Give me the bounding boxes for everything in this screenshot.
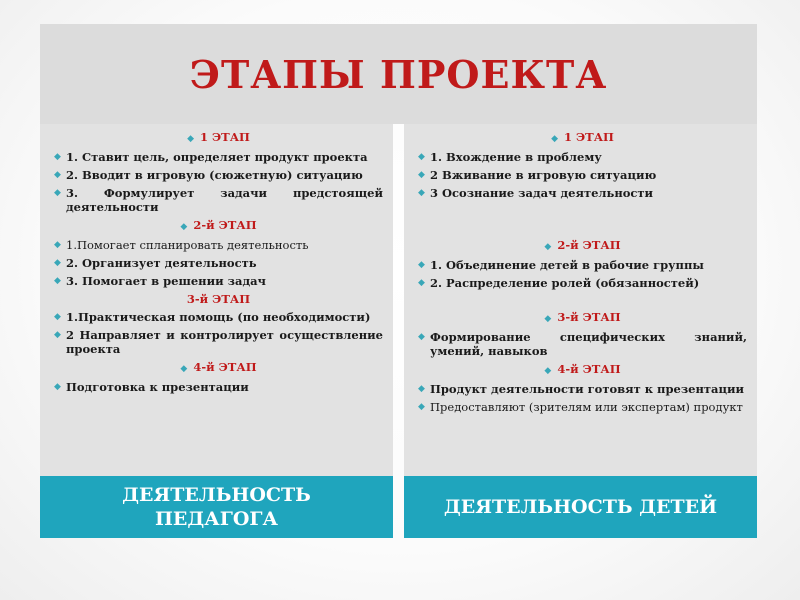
title-bar	[40, 24, 757, 124]
bullet-icon: ◆	[54, 276, 61, 286]
list-item: ◆ 3 Осознание задач деятельности	[418, 186, 654, 200]
list-item: ◆ 1. Ставит цель, определяет продукт проекта	[54, 150, 368, 164]
list-item: ◆ Формирование специфических знаний, умений, навыков	[418, 330, 747, 358]
bullet-icon: ◆	[54, 188, 61, 198]
bullet-icon: ◆	[418, 170, 425, 180]
bullet-icon: ◆	[418, 278, 425, 288]
stage-heading: ◆ 1 ЭТАП	[187, 130, 250, 144]
bullet-icon: ◆	[54, 170, 61, 180]
children-activity-body	[404, 124, 757, 414]
bullet-icon: ◆	[544, 314, 552, 324]
list-item: ◆ 2. Вводит в игровую (сюжетную) ситуацию	[54, 168, 363, 182]
stage-heading: ◆ 4-й ЭТАП	[544, 362, 621, 376]
bullet-icon: ◆	[551, 134, 558, 144]
stage-heading: ◆ 4-й ЭТАП	[180, 360, 257, 374]
bullet-icon: ◆	[180, 222, 188, 232]
list-item: ◆ 1.Практическая помощь (по необходимости)	[54, 310, 371, 324]
bullet-icon: ◆	[54, 312, 61, 322]
list-item: ◆ 1. Вхождение в проблему	[418, 150, 602, 164]
page-title: ЭТАПЫ ПРОЕКТА	[189, 51, 608, 97]
stage-heading: ◆ 2-й ЭТАП	[180, 218, 257, 232]
stage-heading: ◆ 3-й ЭТАП	[544, 310, 621, 324]
bullet-icon: ◆	[418, 188, 425, 198]
bullet-icon: ◆	[54, 152, 61, 162]
bullet-icon: ◆	[544, 366, 552, 376]
list-item: ◆ 3. Помогает в решении задач	[54, 274, 266, 288]
bullet-icon: ◆	[54, 330, 61, 340]
children-activity-column	[404, 124, 757, 538]
list-item: ◆ 2. Организует деятельность	[54, 256, 257, 270]
teacher-activity-footer: ДЕЯТЕЛЬНОСТЬ ПЕДАГОГА	[40, 476, 393, 538]
list-item: ◆ Предоставляют (зрителям или экспертам) продукт	[418, 400, 743, 414]
stage-heading: ◆ 2-й ЭТАП	[544, 238, 621, 252]
bullet-icon: ◆	[418, 402, 425, 412]
list-item: ◆ 3. Формулирует задачи предстоящей деятельности	[54, 186, 383, 214]
bullet-icon: ◆	[418, 260, 425, 270]
bullet-icon: ◆	[54, 382, 61, 392]
bullet-icon: ◆	[544, 242, 552, 252]
bullet-icon: ◆	[418, 332, 425, 342]
bullet-icon: ◆	[418, 152, 425, 162]
bullet-icon: ◆	[418, 384, 425, 394]
list-item: ◆ 1. Объединение детей в рабочие группы	[418, 258, 704, 272]
list-item: ◆ Подготовка к презентации	[54, 380, 249, 394]
bullet-icon: ◆	[54, 258, 61, 268]
stage-heading: ◆ 1 ЭТАП	[551, 130, 614, 144]
list-item: ◆ Продукт деятельности готовят к презентации	[418, 382, 745, 396]
bullet-icon: ◆	[54, 240, 61, 250]
list-item: ◆ 2. Распределение ролей (обязанностей)	[418, 276, 700, 290]
list-item: ◆ 2 Вживание в игровую ситуацию	[418, 168, 657, 182]
list-item: ◆ 1.Помогает спланировать деятельность	[54, 238, 309, 252]
bullet-icon: ◆	[187, 134, 194, 144]
list-item: ◆ 2 Направляет и контролирует осуществление проекта	[54, 328, 383, 356]
teacher-activity-body	[40, 124, 393, 394]
teacher-activity-column	[40, 124, 393, 538]
bullet-icon: ◆	[180, 364, 188, 374]
children-activity-footer: ДЕЯТЕЛЬНОСТЬ ДЕТЕЙ	[404, 476, 757, 538]
stage-heading: 3-й ЭТАП	[186, 292, 251, 306]
